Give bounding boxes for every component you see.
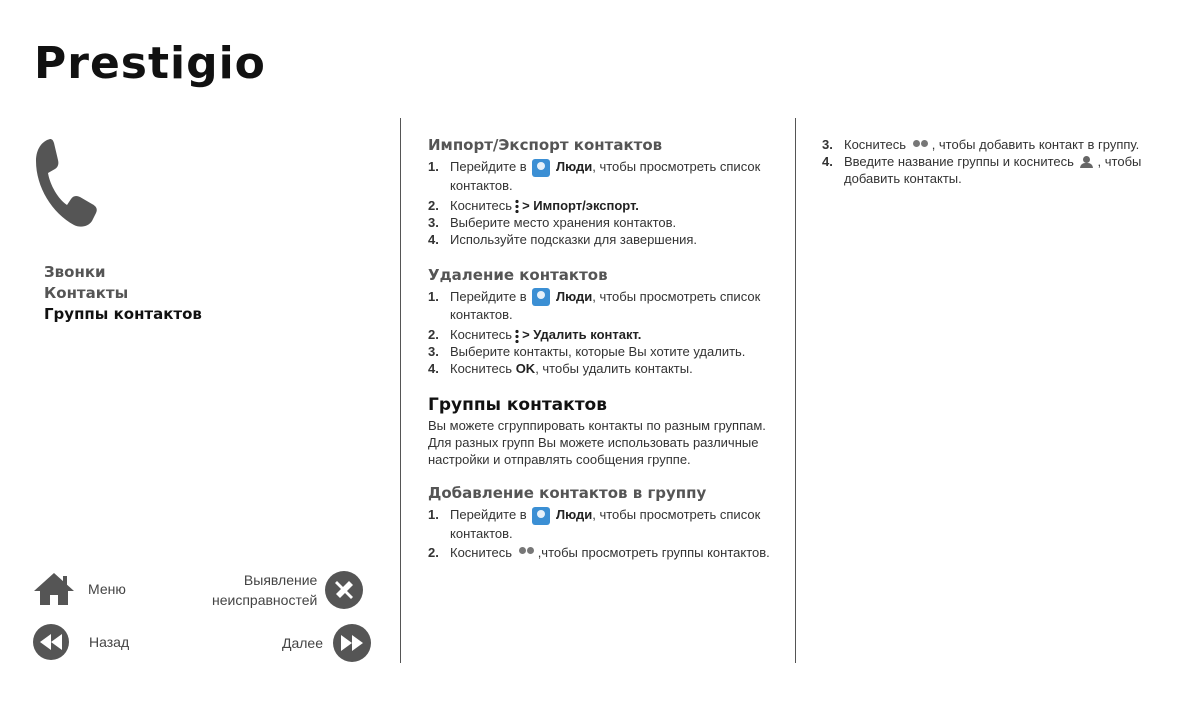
list-item: 2. Коснитесь > Удалить контакт.: [428, 327, 642, 343]
list-item: 3. Выберите место хранения контактов.: [428, 214, 677, 230]
troubleshoot-label-line1: Выявление: [243, 572, 318, 588]
add-to-group-icon: [912, 140, 930, 152]
back-button[interactable]: [33, 624, 129, 660]
sidebar-item-contact-groups[interactable]: Группы контактов: [44, 305, 202, 323]
list-item: 3. Выберите контакты, которые Вы хотите удалить.: [428, 344, 746, 360]
phone-icon: [30, 135, 100, 230]
prestigio-logo: Prestigio: [34, 38, 266, 89]
list-item: 1. Перейдите в Люди, чтобы просмотреть список контактов.: [428, 159, 761, 193]
import-export-title: Импорт/Экспорт контактов: [428, 136, 663, 154]
list-item: 1. Перейдите в Люди, чтобы просмотреть список контактов.: [428, 507, 761, 541]
list-item: 4. Введите название группы и коснитесь , чтобы добавить контакты.: [822, 154, 1142, 186]
list-item: 3. Коснитесь , чтобы добавить контакт в группу.: [822, 137, 1140, 152]
sidebar-item-contacts[interactable]: Контакты: [44, 284, 129, 302]
contact-groups-text: Вы можете сгруппировать контакты по разным группам. Для разных групп Вы можете использовать различные настройки и отправлять сообщения группе.: [428, 418, 766, 468]
content-column-middle: [428, 136, 773, 561]
add-to-group-title: Добавление контактов в группу: [428, 484, 707, 503]
add-contact-icon: [1080, 156, 1096, 170]
rewind-icon: [33, 624, 69, 660]
column-divider-right: [795, 118, 796, 663]
list-item: 4. Используйте подсказки для завершения.: [428, 231, 698, 247]
group-icon: [518, 547, 536, 559]
menu-label: Меню: [88, 581, 126, 597]
sidebar-item-calls[interactable]: Звонки: [44, 263, 106, 281]
next-label: Далее: [282, 635, 324, 651]
back-label: Назад: [89, 634, 130, 650]
menu-dots-icon: [515, 329, 519, 343]
people-app-icon: [532, 507, 550, 525]
list-item: 1. Перейдите в Люди, чтобы просмотреть список контактов.: [428, 288, 761, 323]
menu-dots-icon: [515, 199, 519, 213]
list-item: 4. Коснитесь OK, чтобы удалить контакты.: [428, 361, 693, 377]
sidebar-nav: [44, 262, 202, 325]
contact-groups-title: Группы контактов: [428, 395, 607, 416]
people-app-icon: [532, 159, 550, 177]
menu-button[interactable]: [32, 571, 126, 607]
list-item: 2. Коснитесь ,чтобы просмотреть группы контактов.: [428, 544, 770, 560]
tools-icon: [325, 571, 363, 609]
troubleshooting-button[interactable]: [212, 570, 363, 610]
column-divider-left: [400, 118, 401, 663]
people-app-icon: [532, 288, 550, 306]
content-column-right: [822, 136, 1162, 187]
home-icon: [32, 571, 76, 607]
troubleshoot-label-line2: неисправностей: [212, 592, 318, 608]
fast-forward-icon: [333, 624, 371, 662]
delete-contacts-title: Удаление контактов: [428, 265, 608, 284]
next-button[interactable]: [282, 624, 371, 662]
list-item: 2. Коснитесь > Импорт/экспорт.: [428, 197, 639, 213]
